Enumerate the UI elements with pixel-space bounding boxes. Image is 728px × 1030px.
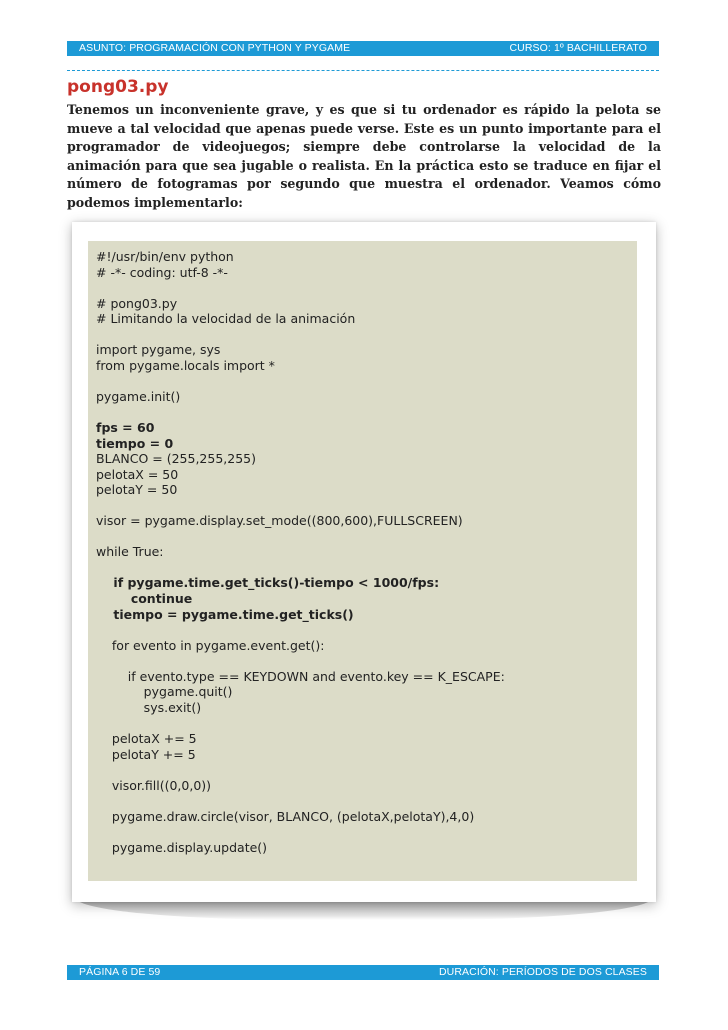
code-line: import pygame, sys (96, 342, 221, 358)
code-line: continue (96, 591, 193, 607)
header-course: CURSO: 1º BACHILLERATO (509, 42, 647, 54)
code-line: # -*- coding: utf-8 -*- (96, 264, 228, 280)
code-line: pygame.display.update() (96, 839, 268, 855)
code-line: if pygame.time.get_ticks()-tiempo < 1000/fps: (96, 575, 440, 591)
code-line (96, 762, 505, 778)
code-lines (96, 249, 505, 855)
code-line: pygame.init() (96, 388, 181, 404)
code-line: pygame.quit() (96, 684, 233, 700)
header-subject: ASUNTO: PROGRAMACIÓN CON PYTHON Y PYGAME (79, 42, 351, 54)
code-line (96, 498, 505, 514)
code-line: # Limitando la velocidad de la animación (96, 311, 356, 327)
code-line: pelotaY = 50 (96, 482, 178, 498)
code-line: visor = pygame.display.set_mode((800,600),FULLSCREEN) (96, 513, 463, 529)
code-line (96, 280, 505, 296)
code-line: pygame.draw.circle(visor, BLANCO, (pelotaX,pelotaY),4,0) (96, 808, 475, 824)
code-line: visor.fill((0,0,0)) (96, 777, 212, 793)
code-line (96, 327, 505, 343)
code-line: tiempo = 0 (96, 435, 174, 451)
code-line: for evento in pygame.event.get(): (96, 637, 325, 653)
header-band (67, 41, 659, 56)
code-line: BLANCO = (255,255,255) (96, 451, 256, 467)
code-line (96, 824, 505, 840)
code-line: pelotaX += 5 (96, 730, 197, 746)
footer-page-number: PÁGINA 6 DE 59 (79, 966, 161, 978)
footer-duration: DURACIÓN: PERÍODOS DE DOS CLASES (439, 966, 647, 978)
code-line (96, 622, 505, 638)
code-listing (88, 241, 637, 881)
code-line: # pong03.py (96, 295, 178, 311)
code-line: from pygame.locals import * (96, 357, 275, 373)
header-divider (67, 70, 659, 71)
code-line: sys.exit() (96, 699, 202, 715)
code-line (96, 404, 505, 420)
code-line: fps = 60 (96, 420, 155, 436)
code-line: pelotaY += 5 (96, 746, 196, 762)
code-line: #!/usr/bin/env python (96, 249, 234, 264)
code-line (96, 529, 505, 545)
code-line (96, 373, 505, 389)
code-line: tiempo = pygame.time.get_ticks() (96, 606, 354, 622)
code-line: if evento.type == KEYDOWN and evento.key == K_ESCAPE: (96, 668, 505, 684)
code-line (96, 715, 505, 731)
code-line: while True: (96, 544, 164, 560)
code-line: pelotaX = 50 (96, 466, 179, 482)
code-line (96, 653, 505, 669)
section-title: pong03.py (67, 77, 169, 97)
code-line (96, 793, 505, 809)
code-line (96, 560, 505, 576)
intro-paragraph: Tenemos un inconveniente grave, y es que si tu ordenador es rápido la pelota se mueve a tal velocidad que apenas puede verse. Este es un punto importante para el programador de videojuegos; siempre debe controlarse la velocidad de la animación para que sea jugable o realista. En la práctica esto se traduce en fijar el número de fotogramas por segundo que muestra el ordenador. Veamos cómo podemos implementarlo: (67, 102, 661, 210)
footer-band (67, 965, 659, 980)
